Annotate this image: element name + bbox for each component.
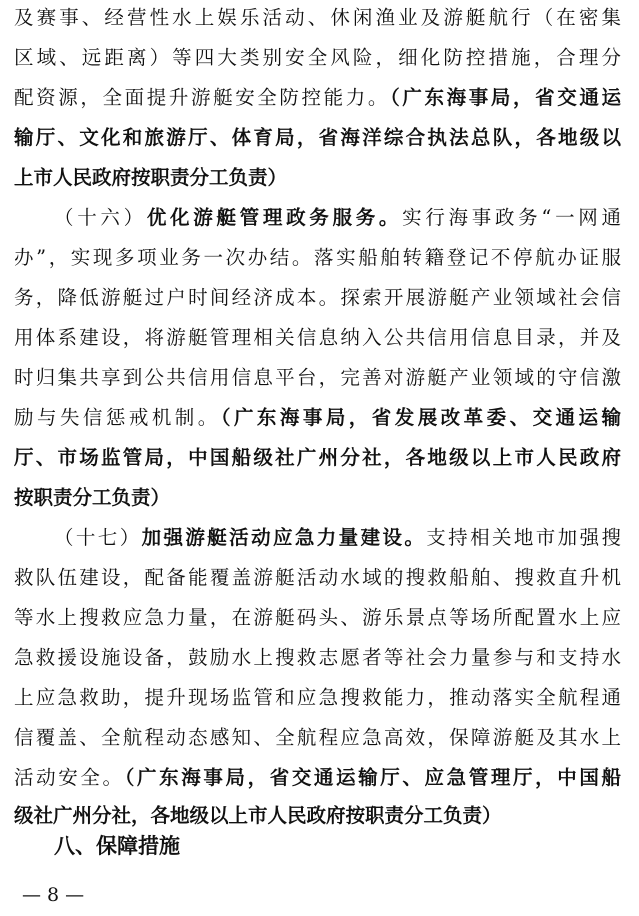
text-line: 救队伍建设，配备能覆盖游艇活动水域的搜救船舶、搜救直升机 [14, 566, 621, 589]
text-segment: 活动安全。 [14, 766, 125, 789]
text-line: 务，降低游艇过户时间经济成本。探索开展游艇产业领域社会信 [14, 286, 621, 309]
responsibility-note: （广东海事局，省交通运 [390, 86, 621, 109]
section-16-first-line [54, 202, 621, 234]
page-number: — 8 — [22, 884, 85, 906]
section-17-first-line [54, 522, 621, 554]
text-line: 时归集共享到公共信用信息平台，完善对游艇产业领域的守信激 [14, 366, 621, 389]
responsibility-note-line: 厅、市场监管局，中国船级社广州分社，各地级以上市人民政府 [14, 446, 621, 469]
text-segment: 支持相关地市加强搜 [426, 526, 621, 549]
text-line: 信覆盖、全航程动态感知、全航程应急高效，保障游艇及其水上 [14, 726, 621, 749]
responsibility-note-line: 按职责分工负责） [14, 486, 171, 509]
responsibility-note: （广东海事局，省发展改革委、交通运输 [220, 406, 621, 429]
section-heading: 八、保障措施 [54, 834, 180, 858]
responsibility-note-line: 级社广州分社，各地级以上市人民政府按职责分工负责） [14, 804, 502, 827]
text-segment: 配资源，全面提升游艇安全防控能力。 [14, 86, 391, 109]
text-line: 办”，实现多项业务一次办结。落实船舶转籍登记不停航办证服 [14, 246, 621, 269]
text-line: 及赛事、经营性水上娱乐活动、休闲渔业及游艇航行（在密集 [14, 6, 621, 29]
responsibility-note-line: 上市人民政府按职责分工负责） [14, 166, 288, 189]
text-line: 上应急救助，提升现场监管和应急搜救能力，推动落实全航程通 [14, 686, 621, 709]
responsibility-note: （广东海事局，省交通运输厅、应急管理厅，中国船 [124, 766, 621, 789]
section-title: 优化游艇管理政务服务。 [146, 206, 403, 229]
section-number: （十七） [54, 526, 142, 549]
text-segment: 实行海事政务“一网通 [402, 206, 621, 229]
section-number: （十六） [54, 206, 147, 229]
text-line [14, 762, 621, 794]
text-line [14, 82, 621, 114]
text-line: 区域、远距离）等四大类别安全风险，细化防控措施，合理分 [14, 46, 621, 69]
text-segment: 励与失信惩戒机制。 [14, 406, 221, 429]
text-line [14, 402, 621, 434]
text-line: 等水上搜救应急力量，在游艇码头、游乐景点等场所配置水上应 [14, 606, 621, 629]
text-line: 用体系建设，将游艇管理相关信息纳入公共信用信息目录，并及 [14, 326, 621, 349]
text-line: 急救援设施设备，鼓励水上搜救志愿者等社会力量参与和支持水 [14, 646, 621, 669]
section-title: 加强游艇活动应急力量建设。 [141, 526, 427, 549]
responsibility-note-line: 输厅、文化和旅游厅、体育局，省海洋综合执法总队，各地级以 [14, 126, 621, 149]
